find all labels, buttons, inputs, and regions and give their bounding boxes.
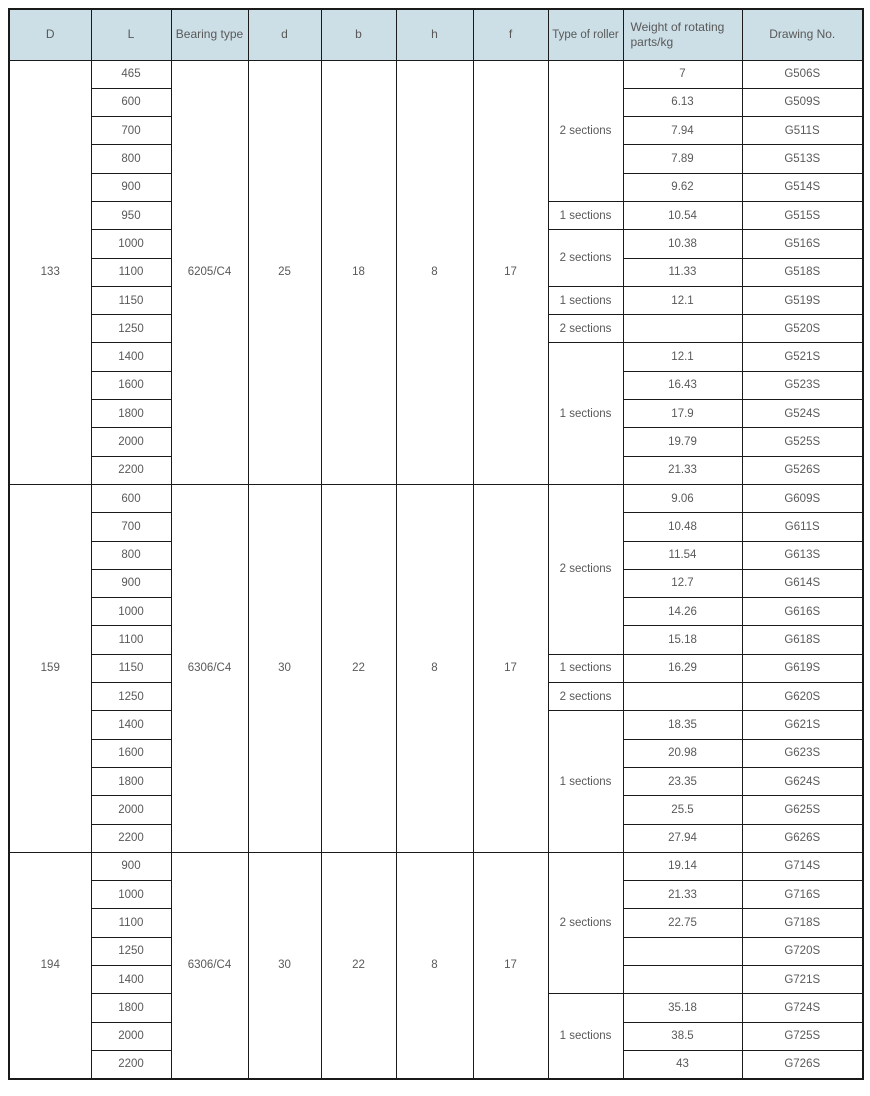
cell-weight: 9.62 xyxy=(623,173,742,201)
cell-weight: 25.5 xyxy=(623,796,742,824)
cell-weight: 17.9 xyxy=(623,400,742,428)
cell-L: 1100 xyxy=(91,258,171,286)
cell-roller-type: 1 sections xyxy=(548,286,623,314)
cell-L: 1100 xyxy=(91,909,171,937)
cell-L: 1400 xyxy=(91,343,171,371)
cell-L: 2200 xyxy=(91,456,171,484)
cell-drawing-no: G525S xyxy=(742,428,863,456)
table-row xyxy=(9,484,863,512)
cell-drawing-no: G611S xyxy=(742,513,863,541)
cell-L: 465 xyxy=(91,60,171,88)
column-header-D: D xyxy=(9,9,91,60)
cell-drawing-no: G623S xyxy=(742,739,863,767)
cell-L: 1800 xyxy=(91,400,171,428)
cell-L: 1600 xyxy=(91,371,171,399)
cell-L: 2000 xyxy=(91,428,171,456)
roller-spec-table xyxy=(8,8,864,1080)
cell-weight: 38.5 xyxy=(623,1022,742,1050)
cell-weight xyxy=(623,315,742,343)
cell-h: 8 xyxy=(396,60,473,484)
cell-drawing-no: G518S xyxy=(742,258,863,286)
cell-d: 25 xyxy=(248,60,321,484)
cell-weight: 10.54 xyxy=(623,201,742,229)
cell-roller-type: 2 sections xyxy=(548,852,623,993)
cell-weight: 23.35 xyxy=(623,767,742,795)
cell-weight: 11.54 xyxy=(623,541,742,569)
cell-L: 1150 xyxy=(91,654,171,682)
cell-roller-type: 1 sections xyxy=(548,654,623,682)
cell-L: 1800 xyxy=(91,767,171,795)
cell-weight: 43 xyxy=(623,1050,742,1078)
cell-D: 194 xyxy=(9,852,91,1078)
cell-weight: 12.1 xyxy=(623,286,742,314)
column-header-L: L xyxy=(91,9,171,60)
cell-drawing-no: G726S xyxy=(742,1050,863,1078)
cell-weight: 12.7 xyxy=(623,569,742,597)
cell-roller-type: 2 sections xyxy=(548,683,623,711)
cell-drawing-no: G616S xyxy=(742,598,863,626)
cell-f: 17 xyxy=(473,60,548,484)
cell-weight: 14.26 xyxy=(623,598,742,626)
cell-weight: 16.43 xyxy=(623,371,742,399)
cell-L: 900 xyxy=(91,173,171,201)
cell-L: 700 xyxy=(91,117,171,145)
cell-weight: 16.29 xyxy=(623,654,742,682)
cell-roller-type: 1 sections xyxy=(548,711,623,852)
cell-weight xyxy=(623,966,742,994)
cell-drawing-no: G613S xyxy=(742,541,863,569)
cell-weight: 9.06 xyxy=(623,484,742,512)
cell-weight: 18.35 xyxy=(623,711,742,739)
column-header-d: d xyxy=(248,9,321,60)
cell-bearing-type: 6306/C4 xyxy=(171,852,248,1078)
cell-b: 22 xyxy=(321,852,396,1078)
cell-drawing-no: G514S xyxy=(742,173,863,201)
cell-h: 8 xyxy=(396,484,473,852)
cell-L: 800 xyxy=(91,145,171,173)
cell-d: 30 xyxy=(248,852,321,1078)
cell-weight: 22.75 xyxy=(623,909,742,937)
cell-roller-type: 1 sections xyxy=(548,201,623,229)
column-header-weight: Weight of rotating parts/kg xyxy=(623,9,742,60)
cell-drawing-no: G619S xyxy=(742,654,863,682)
cell-drawing-no: G724S xyxy=(742,994,863,1022)
cell-drawing-no: G718S xyxy=(742,909,863,937)
cell-drawing-no: G716S xyxy=(742,881,863,909)
column-header-h: h xyxy=(396,9,473,60)
cell-h: 8 xyxy=(396,852,473,1078)
cell-weight: 21.33 xyxy=(623,881,742,909)
cell-L: 900 xyxy=(91,569,171,597)
cell-bearing-type: 6205/C4 xyxy=(171,60,248,484)
cell-b: 18 xyxy=(321,60,396,484)
cell-drawing-no: G506S xyxy=(742,60,863,88)
cell-roller-type: 1 sections xyxy=(548,343,623,484)
cell-weight: 35.18 xyxy=(623,994,742,1022)
cell-weight: 10.48 xyxy=(623,513,742,541)
cell-L: 600 xyxy=(91,484,171,512)
cell-roller-type: 1 sections xyxy=(548,994,623,1079)
cell-drawing-no: G609S xyxy=(742,484,863,512)
cell-L: 1800 xyxy=(91,994,171,1022)
cell-weight xyxy=(623,937,742,965)
cell-weight: 6.13 xyxy=(623,88,742,116)
cell-L: 2000 xyxy=(91,1022,171,1050)
cell-L: 700 xyxy=(91,513,171,541)
cell-weight: 12.1 xyxy=(623,343,742,371)
cell-drawing-no: G618S xyxy=(742,626,863,654)
column-header-f: f xyxy=(473,9,548,60)
cell-bearing-type: 6306/C4 xyxy=(171,484,248,852)
cell-L: 1600 xyxy=(91,739,171,767)
table-row xyxy=(9,60,863,88)
cell-weight: 7.89 xyxy=(623,145,742,173)
cell-L: 600 xyxy=(91,88,171,116)
cell-weight: 20.98 xyxy=(623,739,742,767)
cell-L: 950 xyxy=(91,201,171,229)
cell-drawing-no: G721S xyxy=(742,966,863,994)
cell-weight xyxy=(623,683,742,711)
cell-L: 1000 xyxy=(91,598,171,626)
cell-roller-type: 2 sections xyxy=(548,484,623,654)
cell-roller-type: 2 sections xyxy=(548,60,623,201)
table-header xyxy=(9,9,863,60)
cell-weight: 11.33 xyxy=(623,258,742,286)
cell-L: 1100 xyxy=(91,626,171,654)
cell-drawing-no: G509S xyxy=(742,88,863,116)
cell-drawing-no: G626S xyxy=(742,824,863,852)
cell-drawing-no: G624S xyxy=(742,767,863,795)
cell-weight: 7.94 xyxy=(623,117,742,145)
cell-drawing-no: G523S xyxy=(742,371,863,399)
column-header-bearing-type: Bearing type xyxy=(171,9,248,60)
cell-weight: 10.38 xyxy=(623,230,742,258)
cell-L: 2200 xyxy=(91,1050,171,1078)
column-header-b: b xyxy=(321,9,396,60)
cell-drawing-no: G519S xyxy=(742,286,863,314)
cell-weight: 7 xyxy=(623,60,742,88)
cell-L: 1000 xyxy=(91,881,171,909)
table-row xyxy=(9,852,863,880)
cell-drawing-no: G515S xyxy=(742,201,863,229)
cell-L: 2000 xyxy=(91,796,171,824)
cell-weight: 19.79 xyxy=(623,428,742,456)
cell-drawing-no: G621S xyxy=(742,711,863,739)
cell-L: 1000 xyxy=(91,230,171,258)
cell-drawing-no: G511S xyxy=(742,117,863,145)
cell-L: 1400 xyxy=(91,711,171,739)
cell-D: 133 xyxy=(9,60,91,484)
table-body xyxy=(9,60,863,1079)
cell-L: 900 xyxy=(91,852,171,880)
cell-drawing-no: G516S xyxy=(742,230,863,258)
cell-L: 1250 xyxy=(91,315,171,343)
cell-roller-type: 2 sections xyxy=(548,230,623,287)
cell-drawing-no: G526S xyxy=(742,456,863,484)
cell-d: 30 xyxy=(248,484,321,852)
cell-drawing-no: G520S xyxy=(742,315,863,343)
cell-weight: 15.18 xyxy=(623,626,742,654)
cell-drawing-no: G614S xyxy=(742,569,863,597)
cell-L: 1400 xyxy=(91,966,171,994)
cell-drawing-no: G714S xyxy=(742,852,863,880)
cell-weight: 27.94 xyxy=(623,824,742,852)
column-header-drawing-no: Drawing No. xyxy=(742,9,863,60)
cell-L: 1250 xyxy=(91,683,171,711)
cell-drawing-no: G620S xyxy=(742,683,863,711)
cell-L: 2200 xyxy=(91,824,171,852)
cell-b: 22 xyxy=(321,484,396,852)
cell-weight: 21.33 xyxy=(623,456,742,484)
cell-L: 800 xyxy=(91,541,171,569)
cell-drawing-no: G521S xyxy=(742,343,863,371)
cell-drawing-no: G625S xyxy=(742,796,863,824)
cell-f: 17 xyxy=(473,484,548,852)
cell-f: 17 xyxy=(473,852,548,1078)
cell-weight: 19.14 xyxy=(623,852,742,880)
cell-L: 1150 xyxy=(91,286,171,314)
table-header-row xyxy=(9,9,863,60)
column-header-roller-type: Type of roller xyxy=(548,9,623,60)
cell-roller-type: 2 sections xyxy=(548,315,623,343)
cell-L: 1250 xyxy=(91,937,171,965)
cell-drawing-no: G725S xyxy=(742,1022,863,1050)
cell-drawing-no: G513S xyxy=(742,145,863,173)
cell-D: 159 xyxy=(9,484,91,852)
cell-drawing-no: G720S xyxy=(742,937,863,965)
cell-drawing-no: G524S xyxy=(742,400,863,428)
